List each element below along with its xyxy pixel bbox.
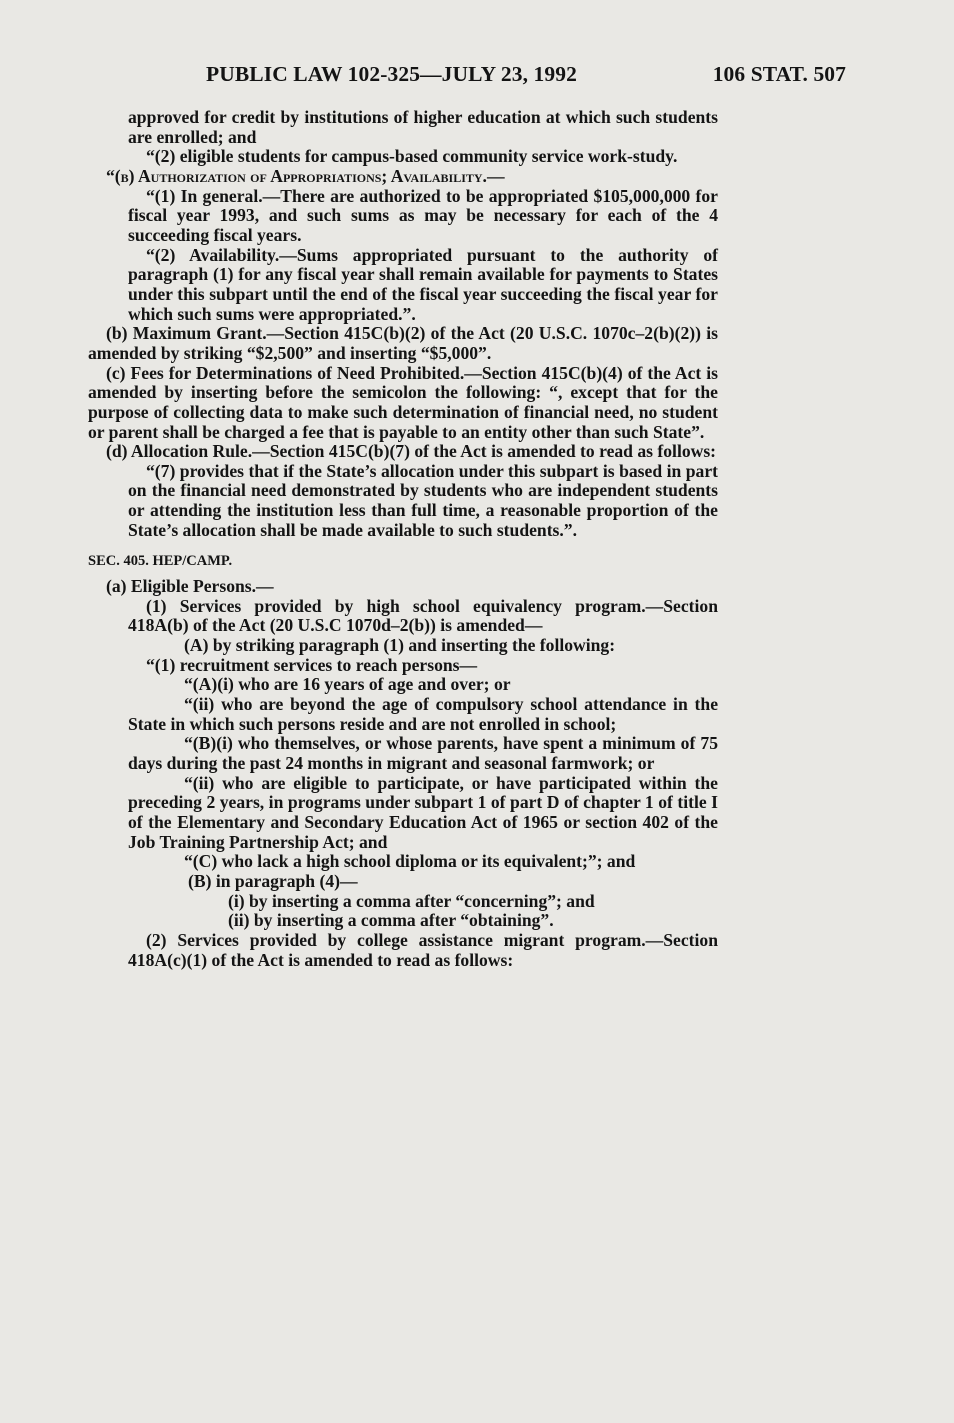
text-paragraph: “(1) recruitment services to reach persons— (146, 654, 478, 675)
text-paragraph: (2) Services provided by college assistance migrant program.—Section 418A(c)(1) of the Act is amended to read as follows: (128, 929, 718, 970)
text-paragraph: “(B)(i) who themselves, or whose parents, have spent a minimum of 75 days during the past 24 months in migrant and seasonal farmwork; or (128, 733, 718, 773)
text-paragraph: (1) Services provided by high school equivalency program.—Section 418A(b) of the Act (20 U.S.C 1070d–2(b)) is amended— (128, 595, 718, 636)
text-paragraph: “(7) provides that if the State’s allocation under this subpart is based in part on the financial need demonstrated by students who are independent students or attending the institution less than full time, a reasonable proportion of the State’s allocation shall be made available to such students.”. (128, 460, 718, 540)
text-paragraph: (d) Allocation Rule.—Section 415C(b)(7) of the Act is amended to read as follows: (106, 441, 717, 462)
text-paragraph: (ii) by inserting a comma after “obtaining”. (228, 910, 554, 931)
text-paragraph: “(2) Availability.—Sums appropriated pursuant to the authority of paragraph (1) for any fiscal year shall remain available for payments to States under this subpart until the end of the fiscal year succeeding the fiscal year for which such sums were appropriated.”. (128, 244, 718, 324)
text-paragraph: “(C) who lack a high school diploma or its equivalent;”; and (184, 851, 636, 872)
text-paragraph: “(ii) who are beyond the age of compulsory school attendance in the State in which such persons reside and are not enrolled in school; (128, 694, 718, 734)
text-paragraph: “(A)(i) who are 16 years of age and over; or (184, 674, 511, 695)
text-paragraph: “(1) In general.—There are authorized to be appropriated $105,000,000 for fiscal year 1993, and such sums as may be necessary for each of the 4 succeeding fiscal years. (128, 185, 718, 245)
text-paragraph: (c) Fees for Determinations of Need Prohibited.—Section 415C(b)(4) of the Act is amended by inserting before the semicolon the following: “, except that for the purpose of collecting data to make such determination of financial need, no student or parent shall be charged a fee that is payable to an entity other than such State”. (88, 362, 718, 442)
text-paragraph: “(2) eligible students for campus-based community service work-study. (146, 146, 678, 167)
statute-page-reference: 106 STAT. 507 (712, 62, 846, 86)
text-paragraph: approved for credit by institutions of higher education at which such students are enrolled; and (128, 107, 718, 147)
section-heading: SEC. 405. HEP/CAMP. (88, 553, 233, 570)
text-paragraph: (b) Maximum Grant.—Section 415C(b)(2) of the Act (20 U.S.C. 1070c–2(b)(2)) is amended by striking “$2,500” and inserting “$5,000”. (88, 323, 718, 363)
subsection-heading: “(b) Authorization of Appropriations; Availability.— (106, 165, 505, 186)
page-title: PUBLIC LAW 102-325—JULY 23, 1992 (206, 62, 577, 86)
document-body (88, 108, 718, 970)
text-paragraph: “(ii) who are eligible to participate, or have participated within the preceding 2 years, in programs under subpart 1 of part D of chapter 1 of title I of the Elementary and Secondary Education Act of 1965 or section 402 of the Job Training Partnership Act; and (128, 772, 718, 852)
text-paragraph: (i) by inserting a comma after “concerning”; and (228, 890, 595, 911)
text-paragraph: (B) in paragraph (4)— (188, 870, 358, 891)
text-paragraph: (A) by striking paragraph (1) and inserting the following: (184, 635, 616, 656)
subsection-heading: (a) Eligible Persons.— (106, 576, 274, 597)
